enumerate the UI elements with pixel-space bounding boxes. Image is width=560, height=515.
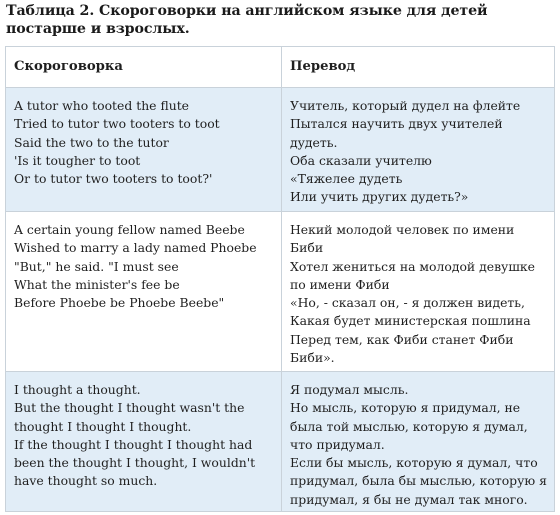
english-twister: A tutor who tooted the flute Tried to tutor two tooters to toot Said the two to the tutor 'Is it tougher to toot Or to tutor two tooters to toot?' bbox=[6, 88, 282, 211]
tongue-twister-table bbox=[5, 46, 555, 512]
table-header-row bbox=[6, 47, 554, 87]
header-tongue-twister: Скороговорка bbox=[6, 47, 282, 87]
english-twister: A certain young fellow named Beebe Wished to marry a lady named Phoebe "But," he said. "I must see What the minister's fee be Before Phoebe be Phoebe Beebe" bbox=[6, 212, 282, 371]
table-caption: Таблица 2. Скороговорки на английском языке для детей постарше и взрослых. bbox=[6, 3, 488, 37]
table-row bbox=[6, 211, 554, 371]
russian-translation: Некий молодой человек по имени Биби Хотел жениться на молодой девушке по имени Фиби «Но, - сказал он, - я должен видеть, Какая будет министерская пошлина Перед тем, как Фиби станет Фиби Биби». bbox=[290, 222, 535, 366]
english-twister: I thought a thought. But the thought I thought wasn't the thought I thought I thought. If the thought I thought I thought had been the thought I thought, I wouldn't have thought so much. bbox=[6, 372, 282, 511]
russian-translation: Я подумал мысль. Но мысль, которую я придумал, не была той мыслью, которую я думал, что придумал. Если бы мысль, которую я думал, что придумал, была бы мыслью, которую я придумал, я бы не думал так много. bbox=[282, 372, 554, 511]
russian-translation: Учитель, который дудел на флейте Пытался научить двух учителей дудеть. Оба сказали учителю «Тяжелее дудеть Или учить других дудеть?» bbox=[282, 88, 554, 211]
table-row bbox=[6, 371, 554, 511]
header-translation: Перевод bbox=[282, 47, 554, 87]
table-row bbox=[6, 87, 554, 211]
